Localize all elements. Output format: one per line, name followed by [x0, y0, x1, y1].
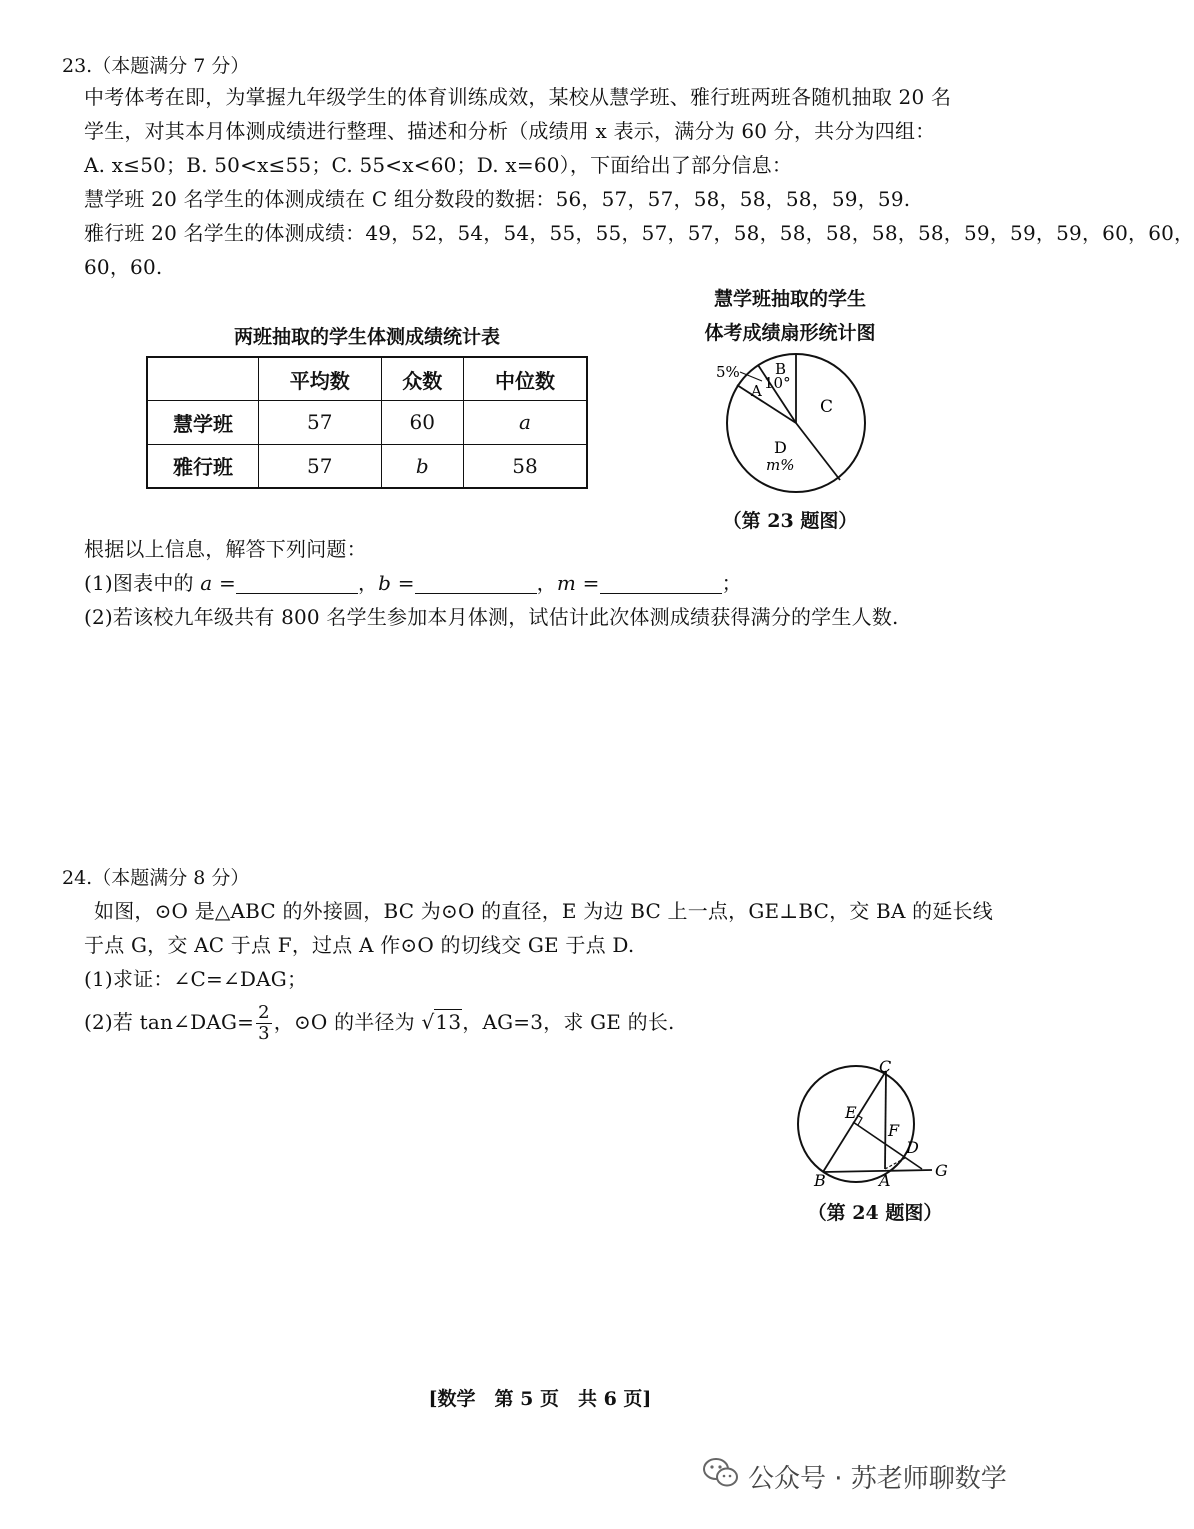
wechat-icon — [702, 1456, 740, 1490]
pie-title-line1: 慧学班抽取的学生 — [713, 288, 866, 310]
q23-text-line: 慧学班 20 名学生的体测成绩在 C 组分数段的数据：56，57，57，58，58，58，59，59. — [84, 187, 911, 211]
table-header-median: 中位数 — [463, 357, 587, 401]
pie-label-a-pct: 5% — [716, 363, 740, 381]
segment-ac — [885, 1071, 886, 1169]
q24-part2-end: ，AG=3，求 GE 的长. — [462, 1010, 675, 1034]
q23-part1-b-label: b = — [378, 571, 415, 595]
table-cell-median: 58 — [463, 444, 587, 488]
table-corner-cell — [147, 357, 259, 401]
fraction-denominator: 3 — [258, 1023, 270, 1044]
table-row — [147, 444, 587, 488]
point-label-f: F — [888, 1121, 900, 1140]
table-row — [147, 401, 587, 444]
pie-title-line2: 体考成绩扇形统计图 — [704, 322, 876, 344]
q23-part1-sep: ， — [357, 571, 379, 595]
segment-bg — [823, 1170, 932, 1172]
q23-part1-prefix: (1)图表中的 — [84, 571, 201, 595]
page-footer: [数学 第 5 页 共 6 页] — [428, 1388, 652, 1410]
q23-part2: (2)若该校九年级共有 800 名学生参加本月体测，试估计此次体测成绩获得满分的学生人数. — [84, 605, 899, 629]
q23-part1-sep: ， — [536, 571, 557, 595]
point-label-e: E — [845, 1103, 857, 1122]
q24-part2-mid: ，⊙O 的半径为 — [273, 1010, 422, 1034]
pie-label-c: C — [820, 397, 834, 417]
q23-part1-end: ； — [721, 571, 742, 595]
q24-heading: 24.（本题满分 8 分） — [62, 867, 250, 889]
table-caption: 两班抽取的学生体测成绩统计表 — [233, 326, 500, 348]
q23-part1-m-label: m = — [556, 571, 600, 595]
fraction — [256, 1003, 272, 1044]
answer-blank-m[interactable] — [600, 571, 722, 594]
pie-label-b: B — [775, 360, 787, 378]
q24-text-line: 如图，⊙O 是△ABC 的外接圆，BC 为⊙O 的直径，E 为边 BC 上一点，GE⊥BC，交 BA 的延长线 — [94, 899, 993, 923]
q23-text-line: 中考体考在即，为掌握九年级学生的体育训练成效，某校从慧学班、雅行班两班各随机抽取 20 名 — [84, 85, 952, 109]
table-row-name: 雅行班 — [147, 444, 259, 488]
q24-part1: (1)求证：∠C=∠DAG； — [84, 967, 308, 991]
answer-blank-a[interactable] — [236, 571, 358, 594]
pie-label-d: D — [774, 438, 787, 457]
q23-text-line: 60，60. — [84, 255, 163, 279]
fraction-numerator: 2 — [258, 1002, 270, 1023]
table-cell-mean: 57 — [259, 444, 382, 488]
q23-text-line: A. x≤50；B. 50<x≤55；C. 55<x<60；D. x=60），下面给出了部分信息： — [84, 153, 793, 177]
stats-table — [146, 356, 588, 489]
q23-text-line: 雅行班 20 名学生的体测成绩：49，52，54，54，55，55，57，57，58，58，58，58，58，59，59，59，60，60， — [84, 221, 1194, 245]
point-label-a: A — [879, 1171, 891, 1190]
geometry-figure — [780, 1056, 960, 1196]
table-cell-mean: 57 — [259, 401, 382, 444]
q23-instruction: 根据以上信息，解答下列问题： — [84, 537, 367, 561]
point-label-b: B — [814, 1171, 826, 1190]
figure-24-caption: （第 24 题图） — [807, 1202, 943, 1224]
table-header-row — [147, 357, 587, 401]
q23-heading: 23.（本题满分 7 分） — [62, 55, 250, 77]
q24-part2 — [84, 1002, 675, 1044]
watermark-text: 公众号 · 苏老师聊数学 — [748, 1464, 1007, 1494]
pie-label-d-pct: m% — [766, 456, 795, 474]
table-cell-mode: b — [381, 444, 463, 488]
q23-text-line: 学生，对其本月体测成绩进行整理、描述和分析（成绩用 x 表示，满分为 60 分，共分为四组： — [84, 119, 936, 143]
pie-chart — [700, 348, 890, 508]
table-cell-mode: 60 — [381, 401, 463, 444]
q23-part1-a-label: a = — [200, 571, 236, 595]
pie-label-b-angle: 10° — [764, 374, 791, 392]
pie-divider — [796, 423, 840, 480]
table-header-mean: 平均数 — [259, 357, 382, 401]
point-label-g: G — [935, 1161, 948, 1180]
sqrt-argument: 13 — [435, 1010, 462, 1034]
table-row-name: 慧学班 — [147, 401, 259, 444]
pie-caption: （第 23 题图） — [722, 510, 858, 532]
pie-label-a: A — [751, 382, 762, 400]
table-cell-median: a — [463, 401, 587, 444]
point-label-d: D — [906, 1138, 919, 1157]
q24-text-line: 于点 G，交 AC 于点 F，过点 A 作⊙O 的切线交 GE 于点 D. — [84, 933, 635, 957]
q23-part1 — [84, 568, 742, 598]
sqrt-sign: √ — [421, 1010, 435, 1034]
table-header-mode: 众数 — [381, 357, 463, 401]
point-label-c: C — [879, 1057, 892, 1076]
q24-part2-prefix: (2)若 tan∠DAG= — [84, 1010, 255, 1034]
answer-blank-b[interactable] — [415, 571, 537, 594]
